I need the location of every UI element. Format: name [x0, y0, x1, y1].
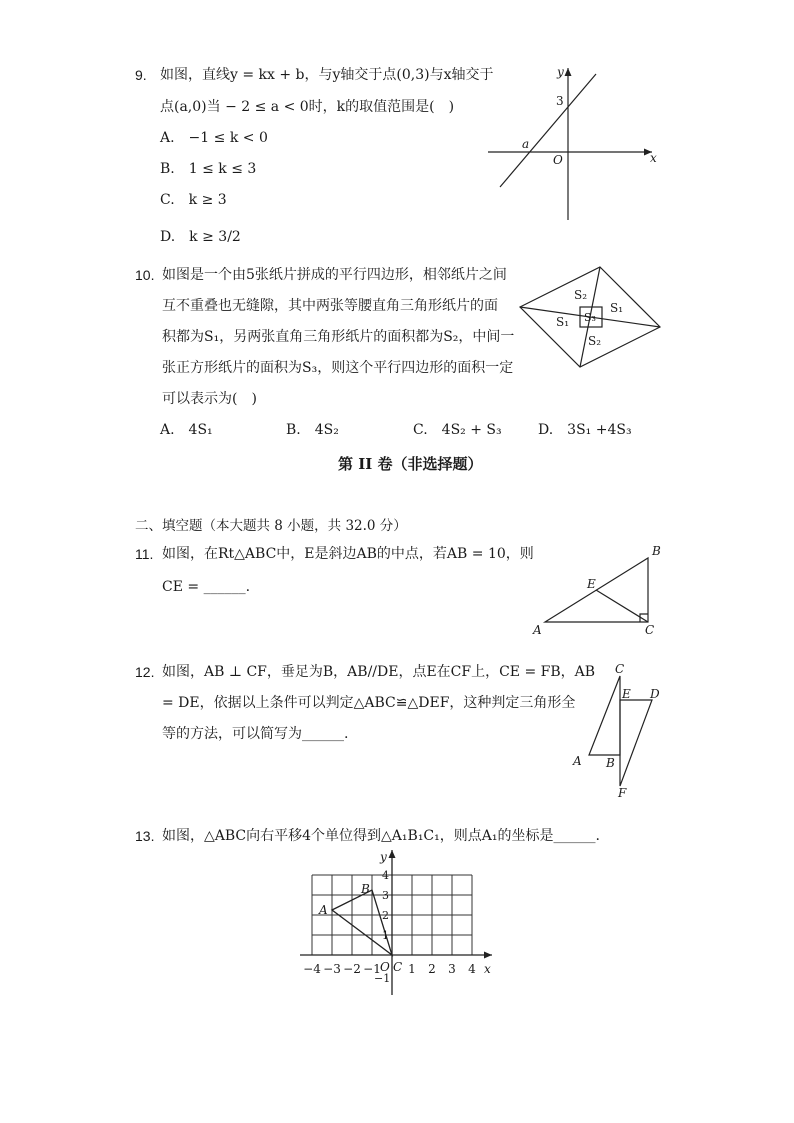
- s2-top-label: S₂: [574, 288, 588, 302]
- y-tick-label: 3: [382, 889, 389, 902]
- x-tick-label: −4: [303, 962, 321, 976]
- option-c[interactable]: C. 4S₂ + S₃: [413, 422, 502, 438]
- question-text-line: 积都为S₁，另两张直角三角形纸片的面积都为S₂，中间一: [162, 329, 515, 345]
- x-tick-label: −1: [363, 962, 381, 976]
- x-tick-label: 3: [448, 962, 456, 976]
- question-text-line: 可以表示为( ): [162, 391, 257, 407]
- question-number: 13.: [135, 828, 155, 844]
- origin-label: O: [380, 960, 390, 974]
- origin-label: O: [553, 153, 563, 167]
- option-c[interactable]: C. k ≥ 3: [160, 192, 227, 208]
- question-text-line: 如图，AB ⊥ CF，垂足为B，AB//DE，点E在CF上，CE = FB，AB: [162, 664, 596, 680]
- point-e-label: E: [587, 577, 596, 591]
- question-text-line: 张正方形纸片的面积为S₃，则这个平行四边形的面积一定: [162, 360, 514, 376]
- question-text-line: 互不重叠也无缝隙，其中两张等腰直角三角形纸片的面: [162, 298, 498, 314]
- section-heading: 二、填空题（本大题共 8 小题，共 32.0 分）: [135, 518, 407, 534]
- a-label: a: [522, 137, 530, 151]
- point-f-label: F: [618, 786, 627, 800]
- x-arrow-icon: [484, 952, 492, 959]
- point-e-label: E: [622, 687, 631, 701]
- y-tick-label: 1: [382, 929, 389, 942]
- s2-bottom-label: S₂: [588, 334, 602, 348]
- y-axis-label: y: [380, 850, 387, 864]
- option-a[interactable]: A. −1 ≤ k < 0: [160, 130, 268, 146]
- option-b[interactable]: B. 1 ≤ k ≤ 3: [160, 161, 257, 177]
- option-d[interactable]: D. 3S₁ +4S₃: [538, 422, 632, 438]
- s1-right-label: S₁: [610, 301, 624, 315]
- point-a-label: A: [573, 754, 582, 768]
- question-number: 9.: [135, 67, 147, 83]
- point-b-label: B: [606, 756, 615, 770]
- question-number: 12.: [135, 664, 155, 680]
- question-number: 11.: [135, 546, 154, 562]
- x-tick-label: 1: [408, 962, 416, 976]
- y-tick-labels: [382, 869, 389, 942]
- question-text-line: 如图是一个由5张纸片拼成的平行四边形，相邻纸片之间: [162, 267, 507, 283]
- point-d-label: D: [650, 687, 660, 701]
- x-tick-label: −2: [343, 962, 361, 976]
- x-tick-label: −3: [323, 962, 341, 976]
- option-a[interactable]: A. 4S₁: [160, 422, 213, 438]
- question-number: 10.: [135, 267, 155, 283]
- x-axis-label: x: [484, 962, 491, 976]
- y-axis-label: y: [557, 65, 564, 79]
- point-c-label: C: [615, 662, 625, 676]
- point-b-label: B: [652, 544, 661, 558]
- point-c-label: C: [645, 623, 655, 637]
- question-text-line: = DE，依据以上条件可以判定△ABC≌△DEF，这种判定三角形全: [162, 695, 576, 711]
- question-text-line: 如图，直线y = kx + b，与y轴交于点(0,3)与x轴交于: [160, 67, 494, 83]
- y-arrow-icon: [389, 850, 396, 858]
- x-axis-label: x: [650, 151, 657, 165]
- question-text-line[interactable]: 如图，△ABC向右平移4个单位得到△A₁B₁C₁，则点A₁的坐标是______.: [162, 828, 600, 844]
- s3-label: S₃: [584, 311, 596, 324]
- y-tick-label: 4: [382, 869, 389, 882]
- part-title: 第 II 卷（非选择题）: [338, 455, 483, 473]
- point-c-label: C: [393, 960, 403, 974]
- y-neg-tick-label: −1: [374, 972, 391, 985]
- question-text-line[interactable]: CE = ______.: [162, 579, 251, 595]
- question-text-line: 点(a,0)当 − 2 ≤ a < 0时，k的取值范围是( ): [160, 99, 455, 115]
- question-text-line: 如图，在Rt△ABC中，E是斜边AB的中点，若AB = 10，则: [162, 546, 534, 562]
- option-b[interactable]: B. 4S₂: [286, 422, 339, 438]
- question-text-line[interactable]: 等的方法，可以简写为______.: [162, 726, 349, 742]
- point-b-label: B: [361, 882, 370, 896]
- y-tick-label: 2: [382, 909, 389, 922]
- x-tick-label: 4: [468, 962, 476, 976]
- s1-left-label: S₁: [556, 315, 570, 329]
- x-tick-label: 2: [428, 962, 436, 976]
- option-d[interactable]: D. k ≥ 3/2: [160, 229, 241, 245]
- point-a-label: A: [533, 623, 542, 637]
- y-intercept-label: 3: [556, 94, 564, 108]
- point-a-label: A: [319, 903, 328, 917]
